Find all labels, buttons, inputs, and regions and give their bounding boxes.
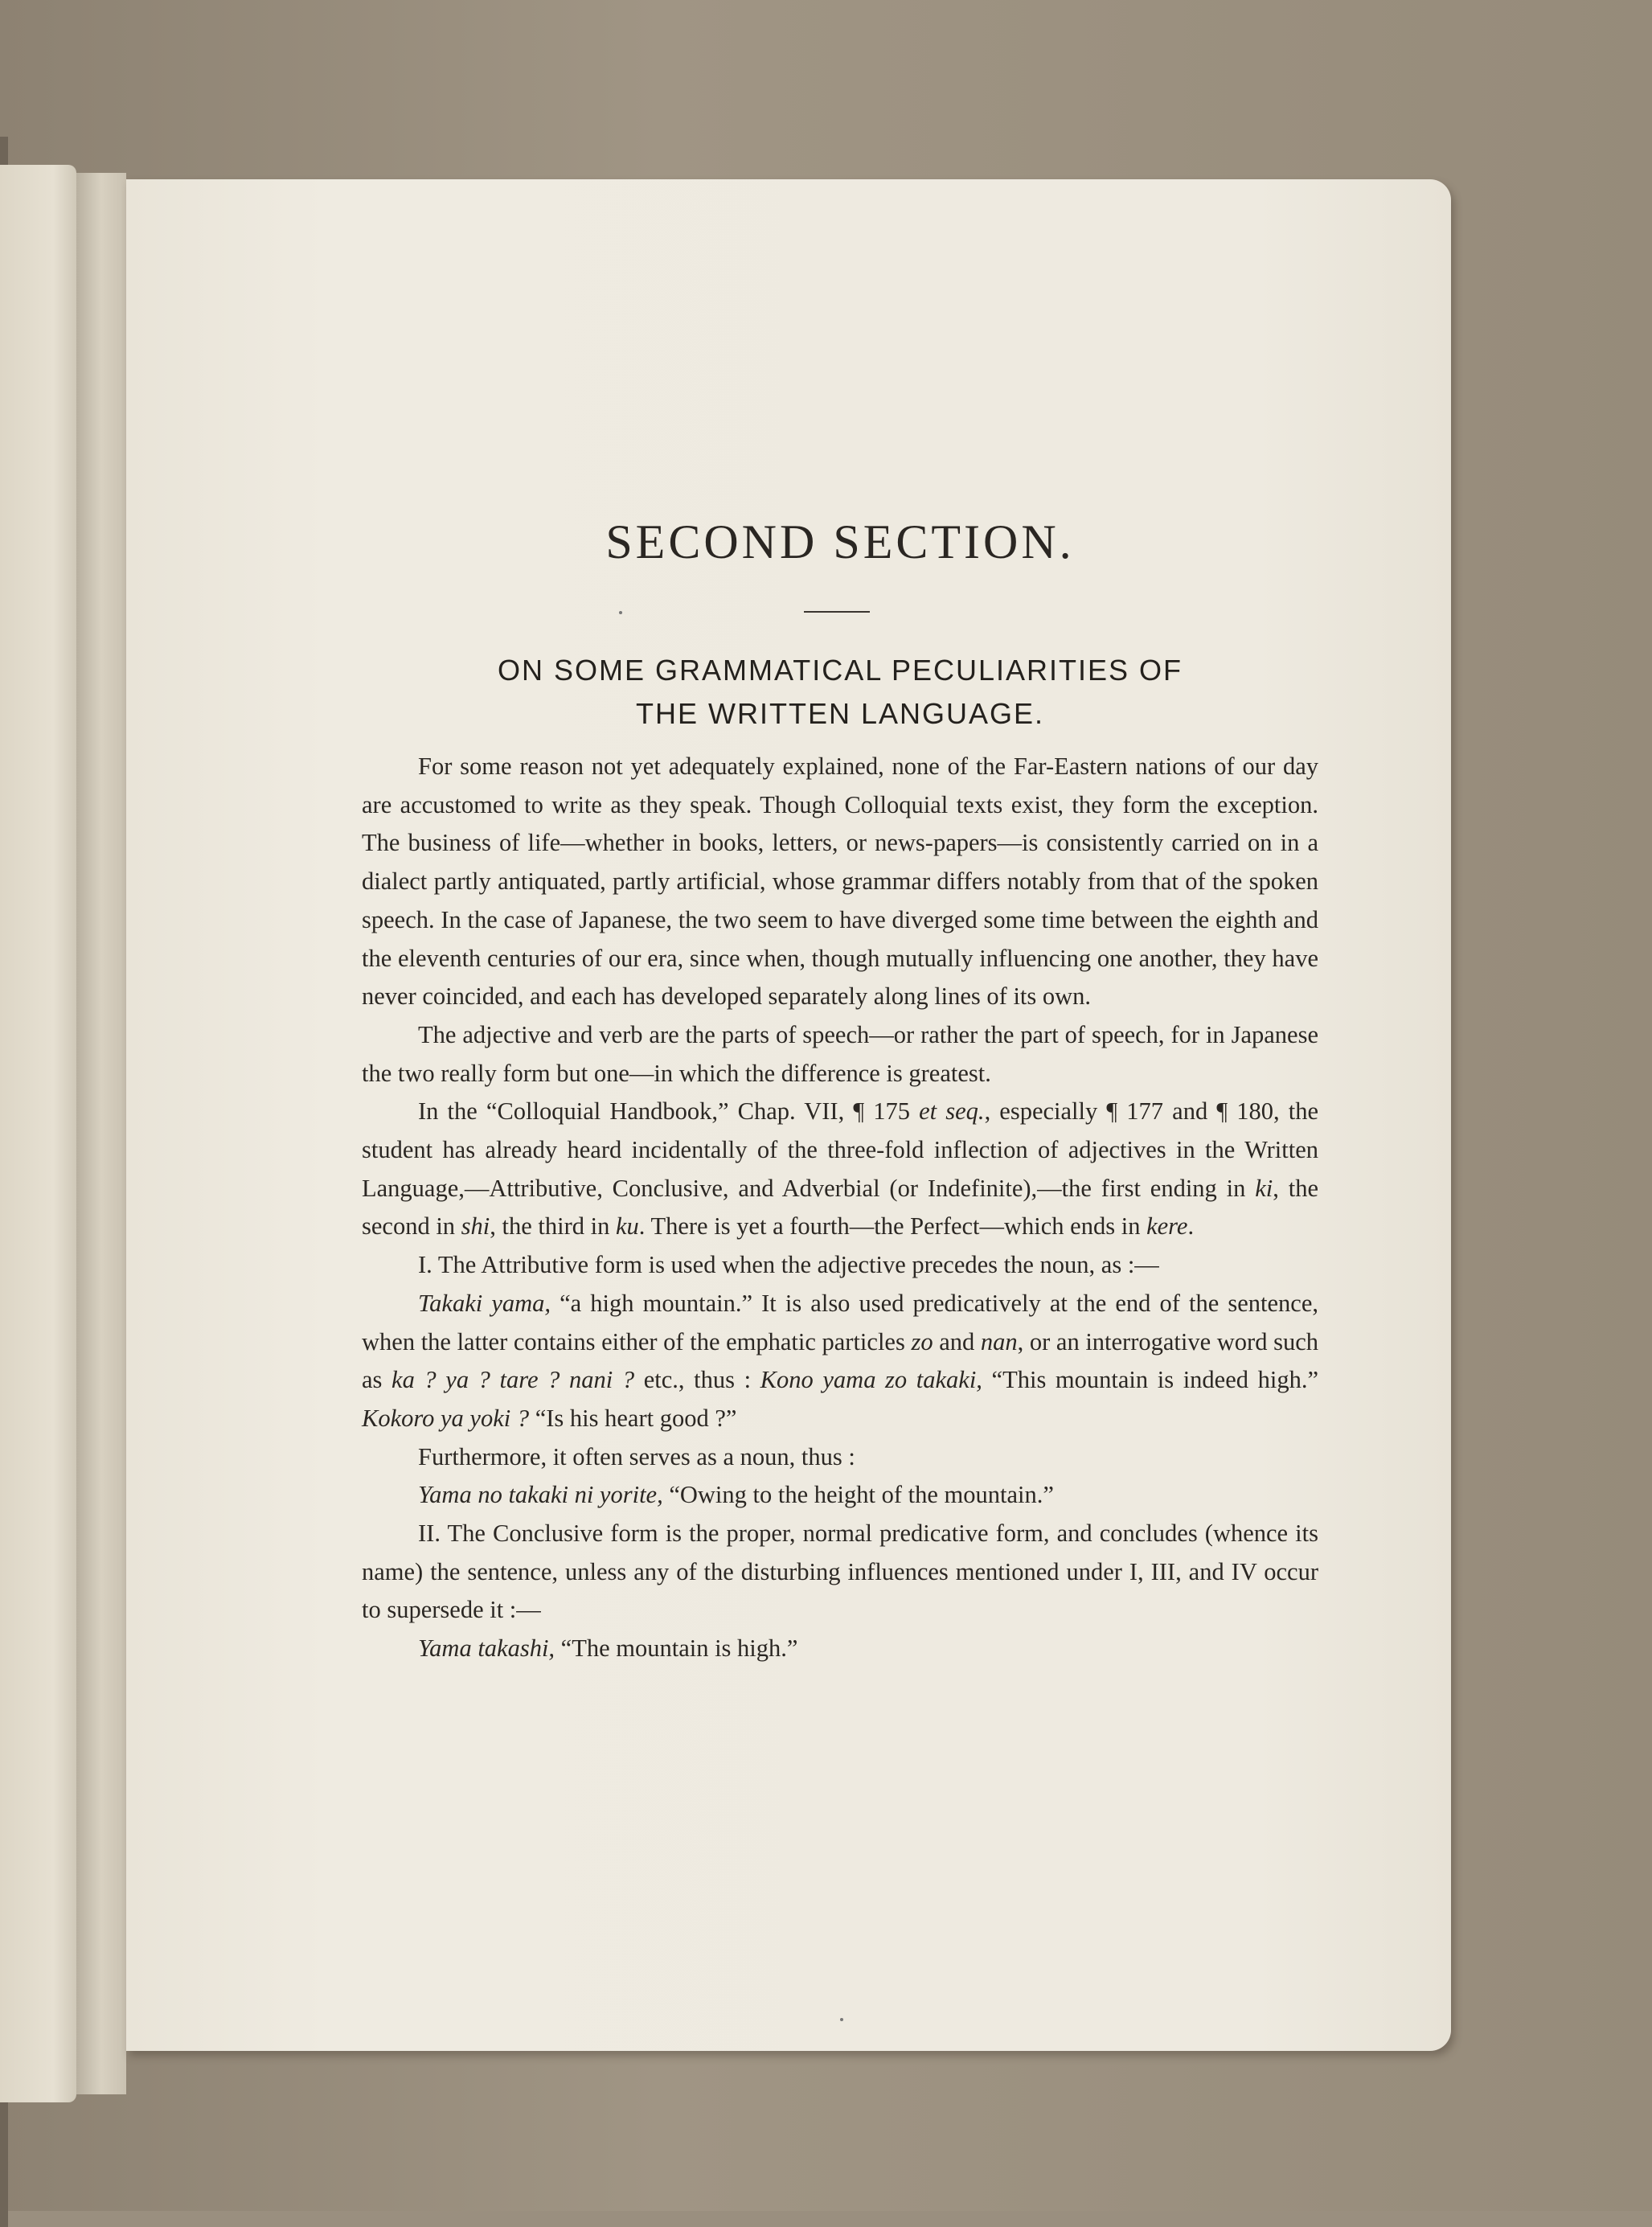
facing-page [0,165,76,2102]
text-span: “The mountain is high.” [555,1634,798,1663]
paragraph-6: Furthermore, it often serves as a noun, thus : [418,1442,855,1470]
italic-term: kere [1146,1212,1188,1241]
italic-term: shi [461,1212,490,1241]
text-span: In the “Colloquial Handbook,” Chap. VII, ¶ 175 [418,1097,920,1126]
text-span: , the second in [362,1174,1318,1241]
paragraph-2: The adjective and verb are the parts of speech—or rather the part of speech, for in Japanese the two really form but one—in which the difference is greatest. [362,1020,1318,1087]
italic-term: zo [911,1327,933,1355]
text-span: “a high mountain.” It is also used predicatively at the end of the sentence, when the latter contains either of the emphatic particles [362,1289,1318,1355]
paragraph-5 [362,1285,1318,1438]
italic-term: ki [1255,1174,1273,1202]
text-span: “Is his heart good ?” [529,1404,737,1432]
subtitle-line-2: THE WRITTEN LANGUAGE. [635,697,1045,730]
paragraph-9 [362,1630,1318,1668]
italic-example: Kokoro ya yoki ? [362,1404,530,1432]
italic-example: Yama no takaki ni yorite, [418,1481,663,1509]
text-span: “Owing to the height of the mountain.” [662,1481,1054,1509]
italic-term: ku [615,1212,639,1241]
text-span: . There is yet a fourth—the Perfect—which ends in [638,1212,1147,1241]
paragraph-7 [362,1476,1318,1515]
italic-term: et seq. [919,1097,985,1126]
text-span: and [933,1327,981,1355]
body-text [362,748,1318,1668]
text-span: . [1187,1212,1195,1241]
text-span: etc., thus : [634,1366,760,1394]
title-rule [804,611,870,613]
italic-example: Kono yama zo takaki, [760,1366,982,1394]
paper-speck [619,611,622,614]
text-span: “This mountain is indeed high.” [982,1366,1318,1394]
paragraph-8: II. The Conclusive form is the proper, normal predicative form, and concludes (whence its name) the sentence, unless any of the disturbing influences mentioned under I, III, and IV occur to supersede it :— [362,1520,1318,1624]
italic-example: Takaki yama, [418,1289,551,1317]
text-span: , or an interrogative word such as [362,1327,1318,1394]
paragraph-4: I. The Attributive form is used when the adjective precedes the noun, as :— [418,1251,1159,1279]
paragraph-1: For some reason not yet adequately explained, none of the Far-Eastern nations of our day are accustomed to write as they speak. Though Colloquial texts exist, they form the exception. The business of life—whether in books, letters, or news-papers—is consistently carried on in a dialect partly antiquated, partly artificial, whose grammar differs notably from that of the spoken speech. In the case of Japanese, the two seem to have diverged some time between the eighth and the eleventh centuries of our era, since when, though mutually influencing one another, they have never coincided, and each has developed separately along lines of its own. [362,753,1318,1011]
section-title: SECOND SECTION. [605,515,1075,568]
italic-term: nan [980,1327,1018,1355]
subtitle-line-1: ON SOME GRAMMATICAL PECULIARITIES OF [497,654,1183,687]
paper-speck [840,2018,843,2021]
paragraph-3 [362,1093,1318,1246]
text-span: , the third in [490,1212,616,1241]
italic-term: ka ? ya ? tare ? nani ? [391,1366,635,1394]
book-gutter [76,173,126,2094]
text-span: , especially ¶ 177 and ¶ 180, the student has already heard incidentally of the three-fold inflection of adjectives in the Written Language,—Attributive, Conclusive, and Adverbial (or Indefinite),—the first ending in [362,1097,1319,1202]
italic-example: Yama takashi, [418,1634,555,1663]
